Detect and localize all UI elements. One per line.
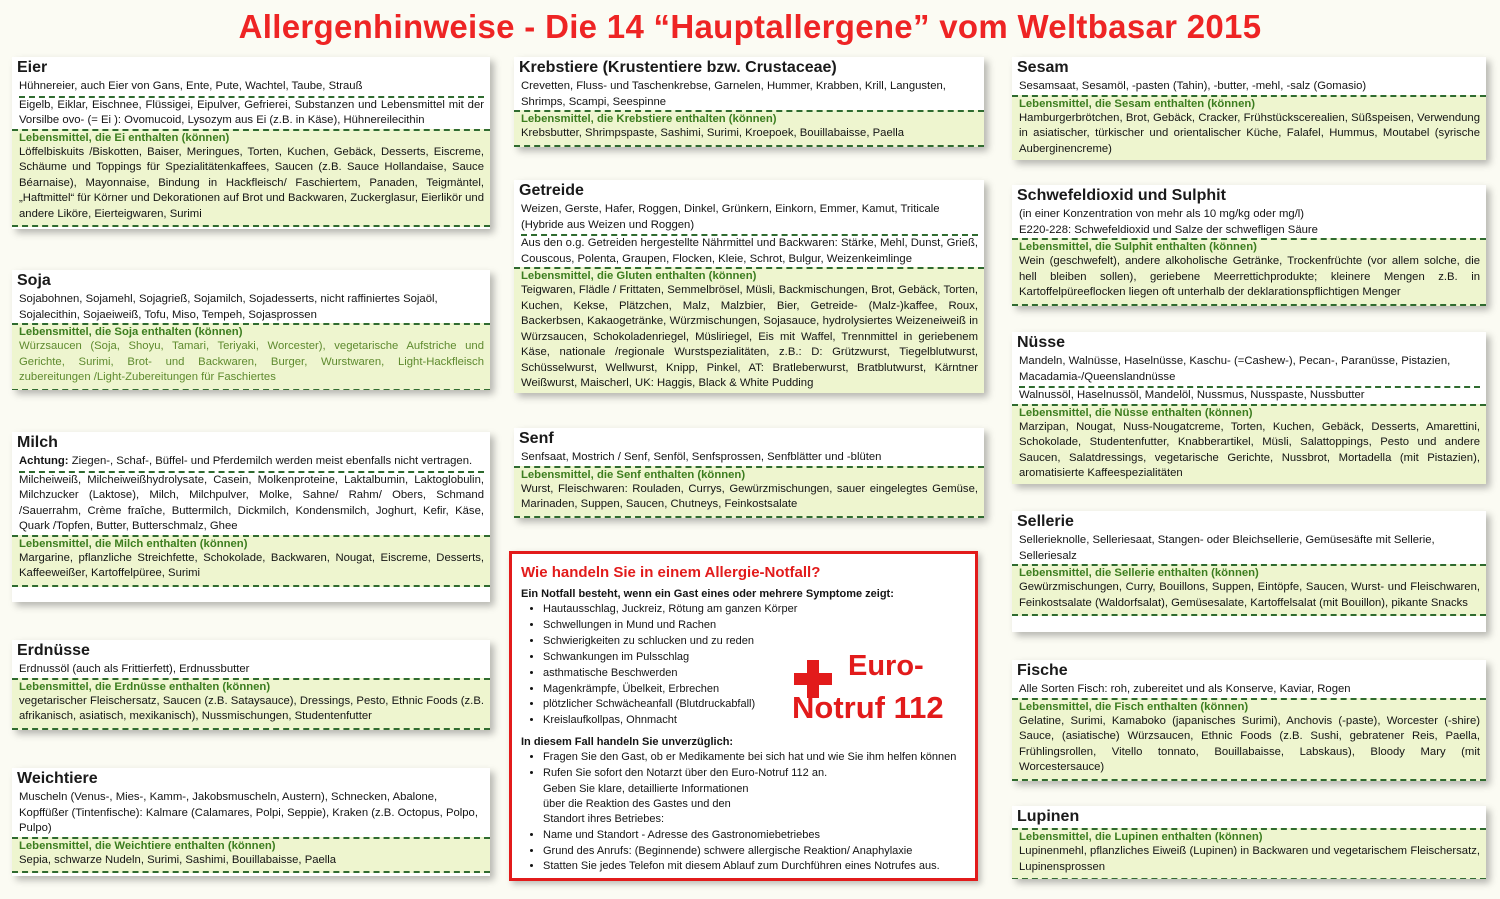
foods-heading: Lebensmittel, die Sellerie enthalten (können) xyxy=(1019,567,1259,579)
foods-text: vegetarischer Fleischersatz, Saucen (z.B. Sataysauce), Dressings, Pesto, Ethnic Foods (z.B. afrikanisch, asiatisch, mexikanisch), Nussmischungen, Studentenfutter xyxy=(19,694,484,722)
list-item: • Grund des Anrufs: (Beginnende) schwere allergische Reaktion/ Anaphylaxie xyxy=(543,844,967,860)
foods-section xyxy=(12,129,490,228)
allergen-card-sesam xyxy=(1012,57,1486,160)
allergen-title: Erdnüsse xyxy=(17,642,90,659)
allergen-card-krebstiere xyxy=(514,57,984,147)
foods-text: Gelatine, Surimi, Kamaboko (japanisches Surimi), Anchovis (-paste), Worcester (-shire) Sauce, (asiatische) Würzsaucen, Ethnic Foods (z.B. Sushi, gebratener Reis, Paella, Frühlingsrollen, Vitello tonnato, Bouillabaisse, Labskaus), Bloody Mary (mit Worcestersauce) xyxy=(1019,714,1480,773)
foods-heading: Lebensmittel, die Soja enthalten (können) xyxy=(19,326,243,338)
emergency-box xyxy=(509,551,978,881)
allergen-title: Senf xyxy=(519,430,554,447)
action-list xyxy=(521,750,967,782)
foods-section xyxy=(1012,238,1486,306)
allergen-title: Soja xyxy=(17,272,51,289)
list-item: • Hautausschlag, Juckreiz, Rötung am ganzen Körper xyxy=(543,602,967,618)
allergen-desc: Sellerieknolle, Selleriesaat, Stangen- oder Bleichsellerie, Gemüsesäfte mit Sellerie, Selleriesalz xyxy=(1019,534,1435,562)
emergency-title: Wie handeln Sie in einem Allergie-Notfall? xyxy=(521,564,821,581)
foods-heading: Lebensmittel, die Senf enthalten (können) xyxy=(521,468,746,481)
allergen-title: Eier xyxy=(17,59,48,76)
foods-heading: Lebensmittel, die Erdnüsse enthalten (können) xyxy=(19,680,271,693)
foods-heading: Lebensmittel, die Milch enthalten (können) xyxy=(19,537,248,550)
foods-text: Wurst, Fleischwaren: Rouladen, Currys, Gewürzmischungen, sauer eingelegtes Gemüse, Marinaden, Suppen, Saucen, Chutneys, Feinkostsalate xyxy=(521,482,978,510)
allergen-desc: Crevetten, Fluss- und Taschenkrebse, Garnelen, Hummer, Krabben, Krill, Langusten, Shrimps, Scampi, Seespinne xyxy=(521,80,946,108)
foods-heading: Lebensmittel, die Ei enthalten (können) xyxy=(19,131,230,144)
allergen-desc-2: Aus den o.g. Getreiden hergestellte Nährmittel und Backwaren: Stärke, Mehl, Dunst, Grieß, Couscous, Polenta, Graupen, Flocken, Kleie, Schrot, Bulgur, Weizenkeimlinge xyxy=(521,237,978,265)
foods-text: Krebsbutter, Shrimpspaste, Sashimi, Surimi, Kroepoek, Bouillabaisse, Paella xyxy=(521,127,905,139)
foods-heading: Lebensmittel, die Lupinen enthalten (können) xyxy=(1019,831,1263,843)
allergen-desc: Mandeln, Walnüsse, Haselnüsse, Kaschu- (=Cashew-), Pecan-, Paranüsse, Pistazien, Macadamia-/Queenslandnüsse xyxy=(1019,355,1451,383)
allergen-note xyxy=(19,454,484,470)
allergen-desc: Alle Sorten Fisch: roh, zubereitet und als Konserve, Kaviar, Rogen xyxy=(1019,683,1351,695)
foods-section xyxy=(12,837,490,874)
allergen-desc: Milcheiweiß, Milcheiweißhydrolysate, Casein, Molkenproteine, Laktalbumin, Laktoglobulin, Milchzucker (Laktose), Milch, Milchpulver, Molke, Sahne/ Rahm/ Obers, Schmand /Sauerrahm, Crème fraîche, Buttermilch, Dickmilch, Kondensmilch, Joghurt, Kefir, Käse, Quark /Topfen, Butter, Butterschmalz, Ghee xyxy=(19,473,484,532)
allergen-title: Sellerie xyxy=(1017,513,1074,530)
foods-text: Gewürzmischungen, Curry, Bouillons, Suppen, Eintöpfe, Saucen, Wurst- und Fleischwaren, Feinkostsalate (Waldorfsalat), Gemüsesalate, Kartoffelsalat (mit Bouillon), pikante Snacks xyxy=(1019,581,1480,609)
foods-section xyxy=(12,678,490,730)
allergen-card-lupinen xyxy=(1012,806,1486,879)
allergen-desc: Senfsaat, Mostrich / Senf, Senföl, Senfsprossen, Senfblätter und -blüten xyxy=(521,451,882,463)
foods-text: Wein (geschwefelt), andere alkoholische Getränke, Trockenfrüchte (vor allem solche, die hell bleiben sollen), geriebene Meerrettichprodukte; kleinere Mengen z.B. in Kartoffelpüreeflocken liegen oft unterhalb der deklarationspflichtigen Menger xyxy=(1019,255,1480,298)
foods-section xyxy=(514,466,984,518)
foods-text: Sepia, schwarze Nudeln, Surimi, Sashimi, Bouillabaisse, Paella xyxy=(19,853,337,866)
list-item: • asthmatische Beschwerden xyxy=(543,666,967,682)
foods-text: Würzsaucen (Soja, Shoyu, Tamari, Teriyaki, Worcester), vegetarische Aufstriche und Gerichte, Surimi, Brot- und Backwaren, Burger, Wurstwaren, Light-Hackfleisch zubereitungen /Light-Zubereitungen für Faschiertes xyxy=(19,340,484,383)
allergen-card-eier xyxy=(12,57,490,229)
page-title: Allergenhinweise - Die 14 “Hauptallergene” vom Weltbasar 2015 xyxy=(238,8,1262,45)
foods-section xyxy=(12,323,490,390)
allergen-desc-2: E220-228: Schwefeldioxid und Salze der schwefligen Säure xyxy=(1019,223,1318,236)
foods-section xyxy=(1012,698,1486,781)
allergen-title: Lupinen xyxy=(1017,808,1080,825)
action-list-2 xyxy=(521,828,967,876)
list-item: • Statten Sie jedes Telefon mit diesem Ablauf zum Durchführen eines Notrufes aus. xyxy=(543,859,967,875)
foods-section xyxy=(514,267,984,393)
allergen-title: Getreide xyxy=(519,182,584,199)
list-item: • Fragen Sie den Gast, ob er Medikamente bei sich hat und wie Sie ihm helfen können xyxy=(543,750,967,766)
allergen-title: Milch xyxy=(17,434,58,451)
allergen-card-erdnuesse xyxy=(12,640,490,730)
foods-section xyxy=(1012,95,1486,161)
euro-label: Euro- xyxy=(848,650,924,682)
allergen-title: Sesam xyxy=(1017,59,1069,76)
foods-heading: Lebensmittel, die Fisch enthalten (können) xyxy=(1019,700,1249,713)
foods-heading: Lebensmittel, die Nüsse enthalten (können) xyxy=(1019,406,1253,419)
foods-heading: Lebensmittel, die Sulphit enthalten (können) xyxy=(1019,241,1257,253)
foods-section xyxy=(1012,564,1486,616)
allergen-card-getreide xyxy=(514,180,984,393)
foods-text: Lupinenmehl, pflanzliches Eiweiß (Lupinen) in Backwaren und vegetarischem Fleischersatz, Lupinensprossen xyxy=(1019,845,1480,873)
note-text: Ziegen-, Schaf-, Büffel- und Pferdemilch werden meist ebenfalls nicht vertragen. xyxy=(68,455,473,467)
allergen-title: Fische xyxy=(1017,662,1068,679)
foods-heading: Lebensmittel, die Krebstiere enthalten (können) xyxy=(521,113,777,125)
foods-section xyxy=(514,110,984,147)
allergen-card-sellerie xyxy=(1012,511,1486,632)
foods-text: Löffelbiskuits /Biskotten, Baiser, Meringues, Torten, Kuchen, Gebäck, Desserts, Eiscreme, Schäume und Toppings für Spezialitätenkaffees, Saucen (z.B. Sauce Hollandaise, Sauce Béarnaise), Mayonnaise, Bindung in Hackfleisch/ Faschiertem, Panaden, Teigmäntel, „Haftmittel“ für Körner und Dekorationen auf Brot und Backwaren, Zuckerglasur, Eierlikör und andere Liköre, Eierteigwaren, Surimi xyxy=(19,145,484,220)
info-instruction: Geben Sie klare, detaillierte Informationen über die Reaktion des Gastes und den Standort ihres Betriebes: xyxy=(543,783,749,826)
allergen-desc: Hühnereier, auch Eier von Gans, Ente, Pute, Wachtel, Taube, Strauß xyxy=(19,80,363,92)
allergen-title: Weichtiere xyxy=(17,770,98,787)
allergen-title: Krebstiere (Krustentiere bzw. Crustaceae) xyxy=(519,59,837,76)
allergen-desc: Sojabohnen, Sojamehl, Sojagrieß, Sojamilch, Sojadesserts, nicht raffiniertes Sojaöl, Sojalecithin, Sojaeiweiß, Tofu, Miso, Tempeh, Sojasprossen xyxy=(19,293,438,321)
foods-section xyxy=(12,535,490,587)
foods-section xyxy=(1012,404,1486,485)
list-item: • Name und Standort - Adresse des Gastronomiebetriebes xyxy=(543,828,967,844)
allergen-card-weichtiere xyxy=(12,768,490,876)
allergen-card-milch xyxy=(12,432,490,602)
foods-heading: Lebensmittel, die Weichtiere enthalten (können) xyxy=(19,839,276,852)
foods-heading: Lebensmittel, die Sesam enthalten (können) xyxy=(1019,97,1256,110)
allergen-card-nuesse xyxy=(1012,332,1486,484)
list-item: • Schwellungen in Mund und Rachen xyxy=(543,618,967,634)
foods-text: Teigwaren, Flädle / Frittaten, Semmelbrösel, Müsli, Backmischungen, Brot, Gebäck, Torten, Kuchen, Kekse, Plätzchen, Malz, Malzbier, Bier, Getreide- (Malz-)kaffee, Roux, Backerbsen, Kakaogetränke, Würzmischungen, Sojasauce, hydrolysiertes Weizeneiweiß in Würzsaucen, Schokoladenriegel, Müsliriegel, Eis mit Waffel, Trennmittel in geriebenem Käse, nationale /regionale Wurstspezialitäten, z.B.: D: Grützwurst, Tiegelblutwurst, Schüsselwurst, Wellwurst, Knipp, Pinkel, AT: Bratleberwurst, Bratblutwurst, Kärntner Weißwurst, Maischerl, UK: Haggis, Black & White Pudding xyxy=(521,284,978,389)
list-item: • Rufen Sie sofort den Notarzt über den Euro-Notruf 112 an. xyxy=(543,766,967,782)
foods-section xyxy=(1012,828,1486,879)
allergen-desc: (in einer Konzentration von mehr als 10 mg/kg oder mg/l) xyxy=(1019,208,1305,220)
allergen-desc-2: Walnussöl, Haselnussöl, Mandelöl, Nussmus, Nusspaste, Nussbutter xyxy=(1019,389,1365,401)
foods-text: Margarine, pflanzliche Streichfette, Schokolade, Backwaren, Nougat, Eiscreme, Desserts, Kaffeeweißer, Kartoffelpüree, Surimi xyxy=(19,551,484,579)
list-item: • Kreislaufkollpas, Ohnmacht xyxy=(543,713,967,729)
allergen-title: Schwefeldioxid und Sulphit xyxy=(1017,187,1226,204)
allergen-desc: Muscheln (Venus-, Mies-, Kamm-, Jakobsmuscheln, Austern), Schnecken, Abalone, Kopffüßer (Tintenfische): Kalmare (Calamares, Polpi, Seppie), Kraken (z.B. Octopus, Polpo, Pulpo) xyxy=(19,791,478,834)
allergen-desc: Weizen, Gerste, Hafer, Roggen, Dinkel, Grünkern, Einkorn, Emmer, Kamut, Triticale (Hybride aus Weizen und Roggen) xyxy=(521,203,940,231)
foods-text: Hamburgerbrötchen, Brot, Gebäck, Cracker, Frühstückscerealien, Süßspeisen, Verwendung in asiatischer, türkischer und orientalischer Küche, Falafel, Hummus, Moutabel (syrische Auberginencreme) xyxy=(1019,111,1480,155)
allergen-card-soja xyxy=(12,270,490,390)
note-label: Achtung: xyxy=(19,455,69,467)
allergen-desc: Erdnussöl (auch als Frittierfett), Erdnussbutter xyxy=(19,663,250,675)
foods-heading: Lebensmittel, die Gluten enthalten (können) xyxy=(521,270,757,282)
list-item: • Schwierigkeiten zu schlucken und zu reden xyxy=(543,634,967,650)
emergency-lead-actions: In diesem Fall handeln Sie unverzüglich: xyxy=(521,736,734,749)
foods-text: Marzipan, Nougat, Nuss-Nougatcreme, Torten, Kuchen, Gebäck, Desserts, Amarettini, Schokolade, Studentenfutter, Knabberartikel, Müsli, Salattoppings, Pesto und andere Saucen, Salatdressings, vegetarische Gerichte, Nussbrot, Mortadella (mit Pistazien), aromatisierte Kaffeespezialitäten xyxy=(1019,420,1480,479)
allergen-card-senf xyxy=(514,428,984,518)
allergen-card-schwefel xyxy=(1012,185,1486,306)
list-item: • Magenkrämpfe, Übelkeit, Erbrechen xyxy=(543,682,967,698)
allergen-card-fische xyxy=(1012,660,1486,781)
emergency-lead-symptoms: Ein Notfall besteht, wenn ein Gast eines oder mehrere Symptome zeigt: xyxy=(521,588,894,600)
allergen-title: Nüsse xyxy=(1017,334,1066,351)
allergen-desc: Sesamsaat, Sesamöl, -pasten (Tahin), -butter, -mehl, -salz (Gomasio) xyxy=(1019,80,1367,92)
allergen-desc-2: Eigelb, Eiklar, Eischnee, Flüssigei, Eipulver, Gefrierei, Substanzen und Lebensmittel mit der Vorsilbe ovo- (= Ei ): Ovomucoid, Lysozym aus Ei (z.B. in Käse), Hühnereilecithin xyxy=(19,98,484,126)
notruf-number: Notruf 112 xyxy=(792,690,944,725)
list-item: • plötzlicher Schwächeanfall (Blutdruckabfall) xyxy=(543,697,967,713)
list-item: • Schwankungen im Pulsschlag xyxy=(543,650,967,666)
